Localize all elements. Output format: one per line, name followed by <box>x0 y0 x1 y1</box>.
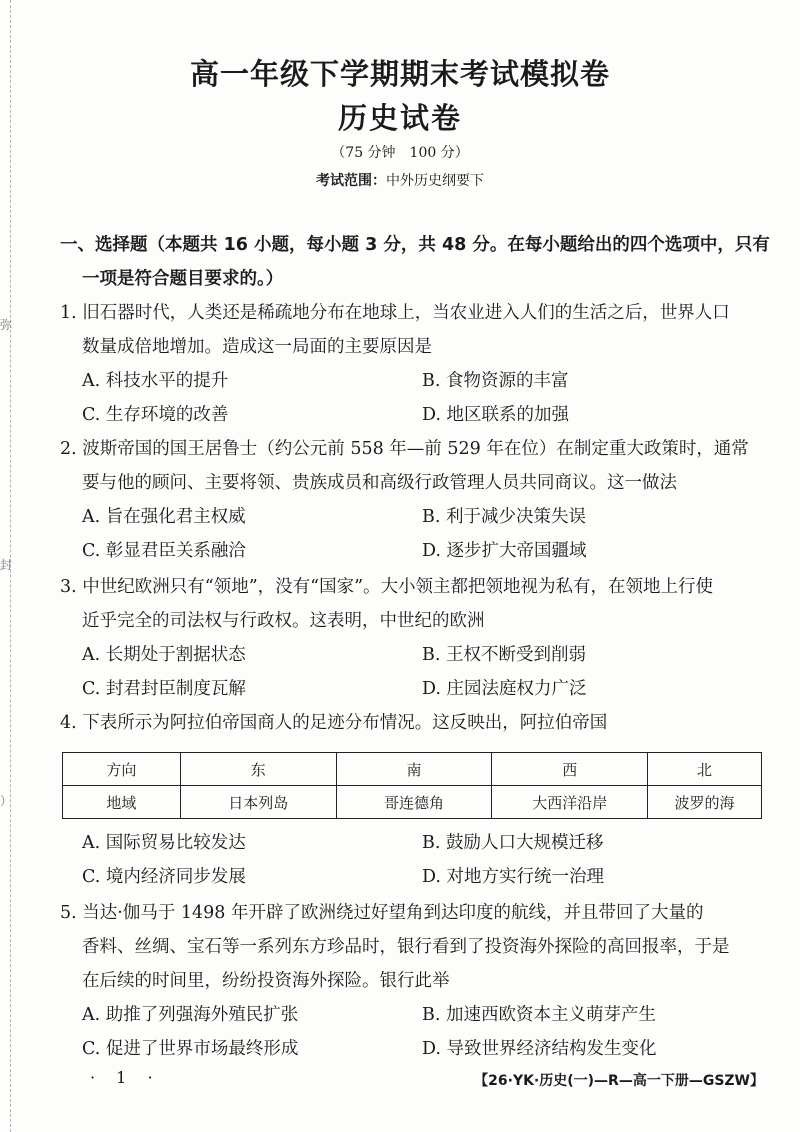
option-a[interactable]: A. 国际贸易比较发达 <box>82 833 246 853</box>
question-text: 近乎完全的司法权与行政权。这表明，中世纪的欧洲 <box>82 611 485 631</box>
question-3 <box>60 570 780 638</box>
option-a[interactable]: A. 科技水平的提升 <box>82 371 229 391</box>
margin-char: 弥 <box>0 318 13 332</box>
option-c[interactable]: C. 封君封臣制度瓦解 <box>82 679 246 699</box>
option-b[interactable]: B. 加速西欧资本主义萌芽产生 <box>422 1005 656 1025</box>
table-header-row <box>63 753 762 786</box>
table-cell: 西 <box>492 753 648 786</box>
question-text: 2. 波斯帝国的国王居鲁士（约公元前 558 年—前 529 年在位）在制定重大政策时，通常 <box>60 439 749 459</box>
table-cell: 日本列岛 <box>180 786 336 819</box>
section-heading <box>60 228 780 296</box>
option-b[interactable]: B. 鼓励人口大规模迁移 <box>422 833 604 853</box>
question-5-options <box>82 998 762 1066</box>
subject-title: 历史试卷 <box>337 101 462 135</box>
option-d[interactable]: D. 对地方实行统一治理 <box>422 867 605 887</box>
table-cell: 方向 <box>63 753 181 786</box>
scope-value: 中外历史纲要下 <box>386 173 484 189</box>
exam-title: 高一年级下学期期末考试模拟卷 <box>189 57 610 91</box>
option-d[interactable]: D. 逐步扩大帝国疆域 <box>422 541 587 561</box>
table-cell: 大西洋沿岸 <box>492 786 648 819</box>
paper-code: 【26·YK·历史(一)—R—高一下册—GSZW】 <box>474 1073 764 1089</box>
table-cell: 南 <box>336 753 492 786</box>
option-c[interactable]: C. 境内经济同步发展 <box>82 867 246 887</box>
section-heading-line: 一、选择题（本题共 16 小题，每小题 3 分，共 48 分。在每小题给出的四个选项中，只有 <box>60 235 770 255</box>
question-text: 3. 中世纪欧洲只有“领地”，没有“国家”。大小领主都把领地视为私有，在领地上行使 <box>60 577 714 597</box>
question-text: 5. 当达·伽马于 1498 年开辟了欧洲绕过好望角到达印度的航线，并且带回了大量的 <box>60 903 704 923</box>
option-b[interactable]: B. 食物资源的丰富 <box>422 371 569 391</box>
option-d[interactable]: D. 地区联系的加强 <box>422 405 570 425</box>
question-text: 要与他的顾问、主要将领、贵族成员和高级行政管理人员共同商议。这一做法 <box>82 473 677 493</box>
question-text: 1. 旧石器时代，人类还是稀疏地分布在地球上，当农业进入人们的生活之后，世界人口 <box>60 303 730 323</box>
option-c[interactable]: C. 彰显君臣关系融洽 <box>82 541 246 561</box>
option-a[interactable]: A. 旨在强化君主权威 <box>82 507 246 527</box>
question-4 <box>60 706 780 740</box>
option-c[interactable]: C. 促进了世界市场最终形成 <box>82 1039 299 1059</box>
question-text: 数量成倍地增加。造成这一局面的主要原因是 <box>82 337 432 357</box>
time-score-info: （75 分钟 100 分） <box>331 145 469 161</box>
question-2 <box>60 432 780 500</box>
table-cell: 哥连德角 <box>336 786 492 819</box>
question-1-options <box>82 364 762 432</box>
table-cell: 东 <box>180 753 336 786</box>
option-b[interactable]: B. 王权不断受到削弱 <box>422 645 586 665</box>
question-4-options <box>82 826 762 894</box>
question-3-options <box>82 638 762 706</box>
option-b[interactable]: B. 利于减少决策失误 <box>422 507 586 527</box>
option-d[interactable]: D. 导致世界经济结构发生变化 <box>422 1039 657 1059</box>
question-text: 在后续的时间里，纷纷投资海外探险。银行此举 <box>82 971 450 991</box>
page-number: · 1 · <box>90 1068 161 1087</box>
table-cell: 北 <box>648 753 762 786</box>
section-heading-line: 一项是符合题目要求的。） <box>82 269 284 289</box>
question-1 <box>60 296 780 364</box>
option-a[interactable]: A. 助推了列强海外殖民扩张 <box>82 1005 299 1025</box>
exam-scope <box>0 170 800 190</box>
option-d[interactable]: D. 庄园法庭权力广泛 <box>422 679 587 699</box>
question-2-options <box>82 500 762 568</box>
question-text: 香料、丝绸、宝石等一系列东方珍品时，银行看到了投资海外探险的高回报率，于是 <box>82 937 730 957</box>
option-a[interactable]: A. 长期处于割据状态 <box>82 645 246 665</box>
merchant-table <box>62 752 762 819</box>
margin-char: ） <box>0 794 13 808</box>
option-c[interactable]: C. 生存环境的改善 <box>82 405 229 425</box>
scope-label: 考试范围： <box>316 173 386 189</box>
table-cell: 地域 <box>63 786 181 819</box>
table-row <box>63 786 762 819</box>
margin-char: 封 <box>0 558 13 572</box>
question-text: 4. 下表所示为阿拉伯帝国商人的足迹分布情况。这反映出，阿拉伯帝国 <box>60 713 608 733</box>
question-5 <box>60 896 780 998</box>
table-cell: 波罗的海 <box>648 786 762 819</box>
